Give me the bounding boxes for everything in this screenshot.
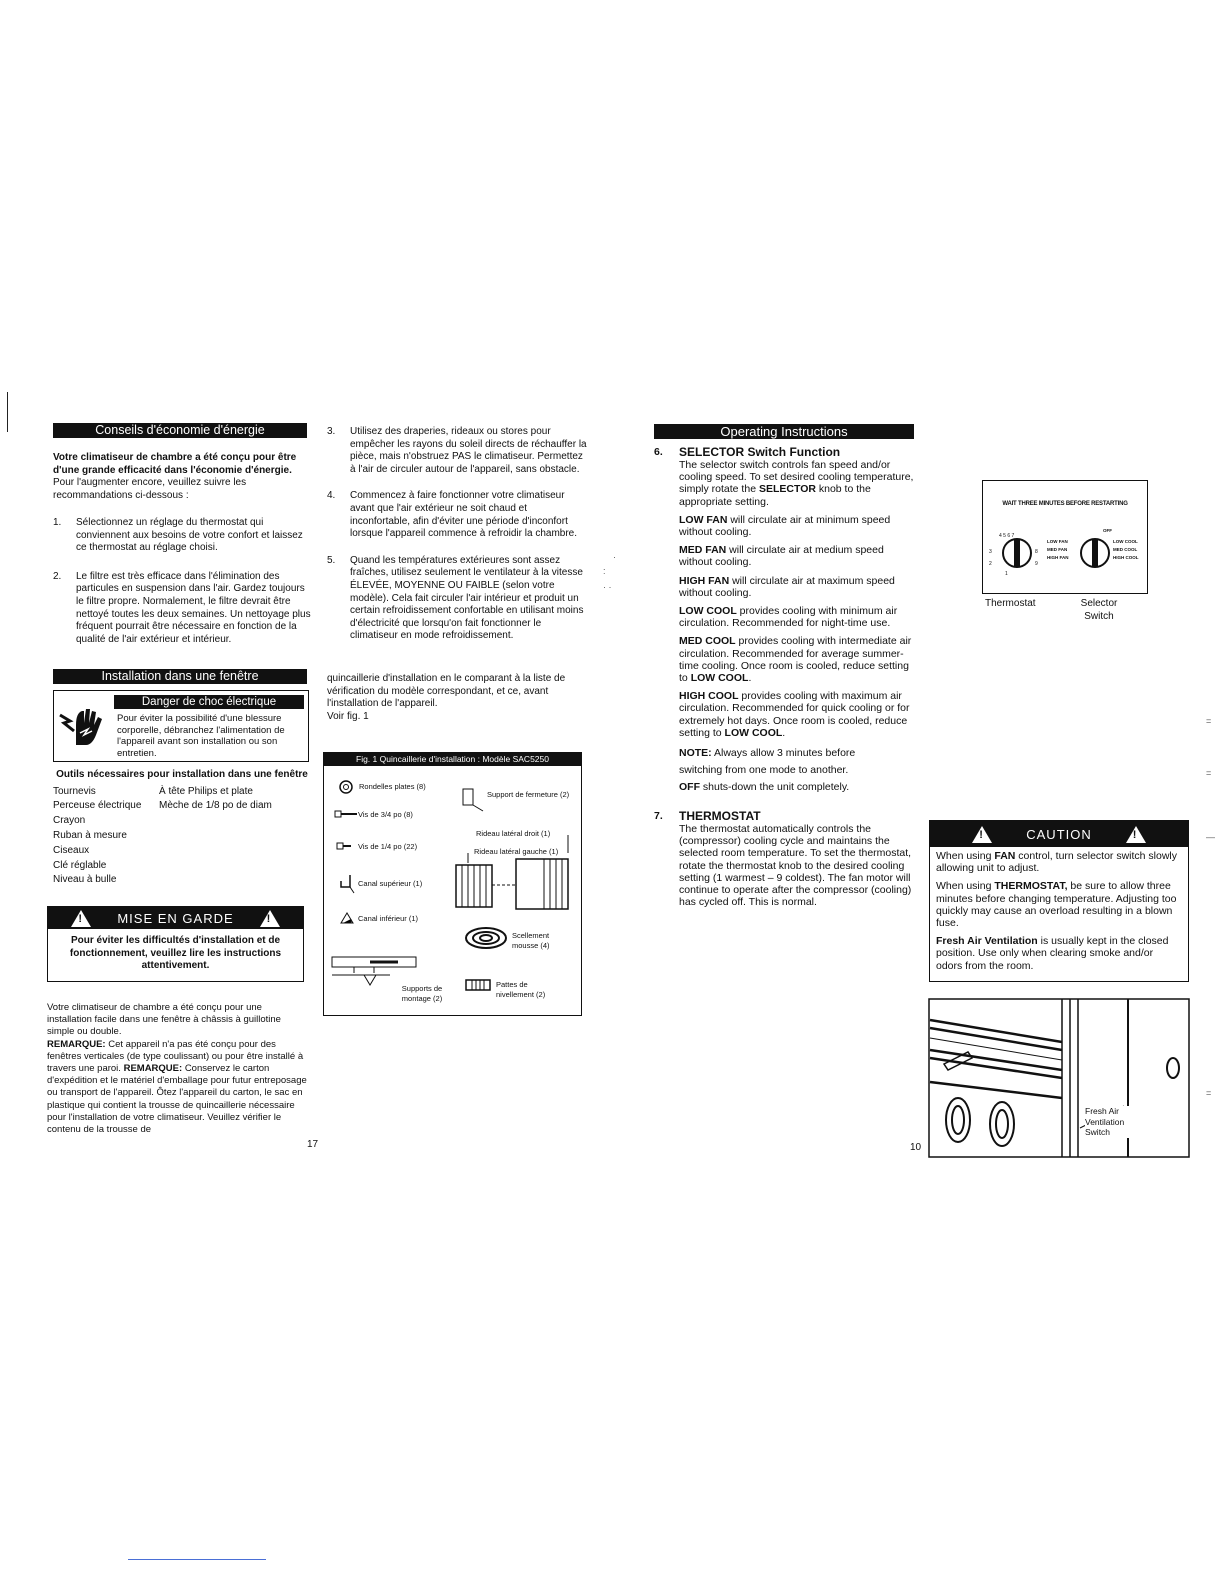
scan-mark: · ·: [603, 582, 612, 592]
tip-text: Sélectionnez un réglage du thermostat qui conviennent aux besoins de votre confort et laissez ce thermostat au réglage choisi.: [76, 517, 303, 554]
caution-text: When using: [936, 880, 992, 893]
panel-high-cool: HIGH COOL: [1113, 555, 1139, 560]
mode-desc: will circulate air at medium speed without cooling.: [679, 544, 884, 569]
energy-tips-header: Conseils d'économie d'énergie: [53, 423, 307, 438]
hw-leveling-legs: Pattes de nivellement (2): [496, 980, 546, 999]
warning-header: [48, 907, 303, 929]
mode-label: MED FAN: [679, 544, 727, 557]
section-number: 7.: [654, 810, 663, 822]
screw-14-icon: [336, 841, 352, 853]
warning-triangle-icon: !: [71, 910, 91, 927]
tool-item: Niveau à bulle: [53, 874, 117, 886]
installation-body: [47, 1002, 309, 1136]
caution-keyword: FAN: [994, 850, 1016, 862]
scan-mark: =: [1206, 768, 1212, 778]
thermostat-text: The thermostat automatically controls the (compressor) cooling cycle and maintains the selected room temperature. To set the thermostat, rotate the thermostat knob to the desired cooling setting (1 warmest – 9 coldest). The fan motor will continue to operate after the compressor (cooling) has cycled off. This is normal.: [679, 823, 912, 909]
foam-seal-icon: [464, 925, 508, 951]
caution-keyword: Fresh Air Ventilation: [936, 935, 1038, 948]
remarque-label: REMARQUE:: [123, 1063, 183, 1075]
tip-number: 5.: [327, 554, 336, 566]
operating-instructions-header: Operating Instructions: [654, 424, 914, 439]
warning-triangle-icon: !: [260, 910, 280, 927]
hw-screws-14: Vis de 1/4 po (22): [358, 842, 418, 851]
hw-foam-seal: Scellement mousse (4): [512, 931, 550, 950]
closure-support-icon: [459, 785, 487, 815]
tool-item: Perceuse électrique: [53, 800, 142, 812]
section-number: 6.: [654, 446, 663, 458]
energy-intro-rest: Pour l'augmenter encore, veuillez suivre les recommandations ci-dessous :: [53, 477, 247, 501]
panel-off: OFF: [1103, 528, 1112, 533]
mode-keyword: LOW COOL: [724, 726, 783, 739]
energy-tip-3: [327, 426, 587, 476]
energy-tips-continued: [327, 426, 587, 655]
scan-mark: =: [1206, 716, 1212, 726]
mode-label: OFF: [679, 781, 700, 794]
energy-intro-bold: Votre climatiseur de chambre a été conçu pour être d'une grande efficacité dans l'économie d'énergie.: [53, 452, 297, 476]
side-curtains-icon: [454, 833, 574, 923]
caution-text: When using: [936, 850, 992, 862]
thermostat-label: Thermostat: [985, 598, 1036, 609]
selector-heading: [654, 446, 916, 459]
tip-text: Utilisez des draperies, rideaux ou stores pour empêcher les rayons du soleil directs de réchauffer la pièce, mais n'obstruez PAS le climatiseur. Permettez à l'air de circuler autour de l'appareil, sans obstacle.: [350, 426, 587, 475]
svg-text:4 5 6 7: 4 5 6 7: [999, 533, 1015, 539]
see-figure: Voir fig. 1: [327, 710, 369, 722]
hw-top-channel: Canal supérieur (1): [358, 879, 423, 888]
fresh-air-illustration: [928, 998, 1190, 1158]
tip-text: Commencez à faire fonctionner votre climatiseur avant que l'air extérieur ne soit chaud et inconfortable, afin d'éviter une période d'inconfort lorsque l'appareil commence à refroidir la chambre.: [350, 490, 578, 540]
caution-keyword: THERMOSTAT,: [994, 880, 1068, 893]
left-margin-rule: [7, 392, 8, 432]
svg-text:9: 9: [1035, 561, 1038, 567]
hw-screws-34: Vis de 3/4 po (8): [358, 810, 413, 819]
remarque-label: REMARQUE:: [47, 1038, 106, 1050]
tool-item: Ruban à mesure: [53, 829, 127, 841]
mode-label: LOW COOL: [679, 605, 737, 618]
energy-tip-5: [327, 555, 587, 643]
selector-intro: The selector switch controls fan speed and/or cooling speed. To set desired cooling temperature, simply rotate the: [679, 459, 914, 496]
fresh-air-label: Fresh Air Ventilation Switch: [1085, 1106, 1129, 1138]
top-channel-icon: [338, 873, 356, 895]
caution-text: control, turn selector switch slowly allowing unit to adjust.: [936, 850, 1178, 875]
warning-text: Pour éviter les difficultés d'installation et de fonctionnement, veuillez lire les instructions attentivement.: [69, 935, 282, 972]
panel-med-fan: MED FAN: [1047, 547, 1068, 552]
selector-title: SELECTOR Switch Function: [679, 445, 841, 459]
tip-number: 2.: [53, 570, 62, 582]
hardware-figure: [323, 752, 582, 1016]
energy-tip-2: [53, 571, 311, 647]
hw-right-curtain: Rideau latéral droit (1): [476, 829, 551, 838]
energy-tip-4: [327, 490, 587, 540]
scan-mark: ·: [613, 552, 616, 562]
window-installation-header: Installation dans une fenêtre: [53, 669, 307, 684]
mode-label: HIGH FAN: [679, 574, 730, 587]
mode-label: MED COOL: [679, 635, 736, 648]
tip-text: Quand les températures extérieures sont assez fraîches, utilisez seulement le ventilateur à la vitesse ÉLEVÉE, MOYENNE OU FAIBLE (selon votre modèle). Cela fait circuler l'air intérieur et produit un certain refroidissement confortable en utilisant moins d'électricité que lorsqu'on fait fonctionner le climatiseur en mode refroidissement.: [350, 554, 584, 642]
mode-label: HIGH COOL: [679, 690, 739, 703]
mode-desc: provides cooling with intermediate air circulation. Recommended for average summer-time cooling. Once room is cooled, reduce setting to: [679, 635, 912, 685]
danger-title: Danger de choc électrique: [114, 695, 304, 709]
caution-text: be sure to allow three minutes before changing temperature. Adjusting too quickly may cause an overload resulting in a blown fuse.: [936, 880, 1177, 930]
tools-columns: [53, 785, 311, 889]
hardware-check-text: [327, 673, 577, 723]
panel-med-cool: MED COOL: [1113, 547, 1138, 552]
mode-label: LOW FAN: [679, 513, 728, 526]
caution-title: CAUTION: [1026, 826, 1092, 842]
note-text: Always allow 3 minutes before: [714, 747, 856, 760]
thermostat-knob: [989, 533, 1038, 577]
warning-title: MISE EN GARDE: [117, 910, 234, 926]
selector-label: Selector Switch: [1080, 598, 1118, 622]
scan-mark: :: [603, 566, 606, 576]
hw-bottom-channel: Canal inférieur (1): [358, 914, 419, 923]
hw-closure-support: Support de fermeture (2): [487, 790, 570, 799]
bottom-rule: [128, 1559, 266, 1560]
tip-number: 3.: [327, 426, 336, 437]
note-text-cont: switching from one mode to another.: [679, 764, 849, 777]
panel-low-fan: LOW FAN: [1047, 539, 1068, 544]
tool-item: Crayon: [53, 815, 86, 827]
svg-text:8: 8: [1035, 549, 1038, 555]
selector-intro-end: knob to the appropriate setting.: [679, 483, 871, 508]
thermostat-heading: [654, 810, 916, 823]
svg-text:1: 1: [1005, 571, 1008, 577]
remarque-text: Conservez le carton d'expédition et le matériel d'emballage pour futur entreposage ou transport de l'appareil. Ôtez l'appareil du carton, le sac en plastique qui contient la trousse de quincaillerie nécessaire pour l'installation de votre climatiseur. Veuillez vérifier le contenu de la trousse de: [47, 1063, 307, 1136]
caution-box: [929, 820, 1189, 982]
caution-text: is usually kept in the closed position. Use only when clearing smoke and/or odors from the room.: [936, 935, 1169, 972]
install-intro: Votre climatiseur de chambre a été conçu pour une installation facile dans une fenêtre à châssis à guillotine simple ou double.: [47, 1002, 281, 1038]
tool-item: Tournevis: [53, 785, 96, 797]
hw-mounting-brackets: Supports de montage (2): [401, 984, 443, 1003]
caution-header: [930, 821, 1188, 847]
mode-desc: provides cooling with minimum air circulation. Recommended for night-time use.: [679, 605, 898, 630]
selector-keyword: SELECTOR: [758, 483, 816, 496]
mode-desc: provides cooling with maximum air circulation. Recommended for quick cooling or for extremely hot days. Once room is cooled, reduce setting to: [679, 690, 910, 739]
selector-knob: [1081, 539, 1109, 567]
remarque-text: Cet appareil n'a pas été conçu pour des fenêtres verticales (de type coulissant) ou pour être installé à travers une paroi.: [47, 1038, 304, 1075]
selector-section: [654, 446, 916, 796]
svg-text:2: 2: [989, 561, 992, 567]
caution-body: [930, 847, 1188, 972]
shock-danger-box: [53, 690, 309, 762]
electric-shock-hand-icon: [58, 701, 108, 751]
hw-left-curtain: Rideau latéral gauche (1): [474, 847, 559, 856]
tip-text: Le filtre est très efficace dans l'élimination des particules en suspension dans l'air. Gardez toujours le filtre propre. Normalement, le filtre devrait être nettoyé toutes les deux semaines. Un nettoyage plus fréquent pourrait être nécessaire en fonction de la qualité de l'air extérieur et intérieur.: [76, 570, 311, 645]
tool-detail: Mèche de 1/8 po de diam: [159, 800, 272, 812]
leveling-legs-icon: [464, 977, 494, 993]
selector-body: The selector switch controls fan speed and/or cooling speed. To set desired cooling temperature, simply rotate the SELECTOR knob to the appropriate setting. LOW FAN will circulate air at minimum speed without cooling. MED FAN will circulate air at medium speed without cooling. HIGH FAN will circulate air at maximum speed without cooling. LOW COOL provides cooling with minimum air circulation. Recommended for night-time use. MED COOL provides cooling with intermediate air circulation. Recommended for average summer-time cooling. Once room is cooled, reduce setting to LOW COOL. HIGH COOL provides cooling with maximum air circulation. Recommended for quick cooling or for extremely hot days. Once room is cooled, reduce setting to LOW COOL. NOTE: Always allow 3 minutes before switching from one mode to another. OFF shuts-down the unit completely.: [679, 459, 914, 794]
tip-number: 4.: [327, 490, 336, 502]
tools-title: Outils nécessaires pour installation dans une fenêtre: [56, 769, 308, 780]
screw-34-icon: [334, 809, 358, 819]
tool-detail: À tête Philips et plate: [159, 785, 253, 797]
scan-mark: —: [1206, 832, 1215, 842]
page-number: 17: [307, 1139, 319, 1150]
tool-item: Clé réglable: [53, 859, 107, 871]
mode-desc: will circulate air at maximum speed without cooling.: [679, 574, 895, 599]
mode-desc: will circulate air at minimum speed without cooling.: [679, 513, 891, 539]
note-label: NOTE:: [679, 747, 712, 760]
svg-text:3: 3: [989, 549, 992, 555]
warning-triangle-icon: !: [1126, 826, 1146, 843]
figure-title: Fig. 1 Quincaillerie d'installation : Modèle SAC5250: [324, 753, 581, 766]
tools-left-list: [53, 785, 159, 889]
flat-washer-icon: [338, 779, 354, 795]
mode-keyword: LOW COOL: [690, 672, 749, 685]
mode-desc: shuts-down the unit completely.: [702, 781, 850, 794]
installation-warning-box: [47, 906, 304, 982]
panel-low-cool: LOW COOL: [1113, 539, 1138, 544]
tools-section: [53, 769, 311, 888]
thermostat-title: THERMOSTAT: [679, 809, 761, 823]
hw-washers: Rondelles plates (8): [359, 782, 426, 791]
control-knobs: [987, 523, 1143, 583]
danger-text: Pour éviter la possibilité d'une blessure corporelle, débranchez l'alimentation de l'appareil avant son installation ou son entretien.: [117, 713, 285, 759]
thermostat-section: [654, 810, 916, 908]
continue-text: quincaillerie d'installation en le comparant à la liste de vérification du modèle correspondant, et ce, avant l'installation de l'appareil.: [327, 673, 566, 710]
tools-right-list: [159, 785, 309, 889]
control-panel-figure: [982, 480, 1148, 594]
energy-tip-1: [53, 517, 311, 555]
scan-mark: =: [1206, 1088, 1212, 1098]
tool-item: Ciseaux: [53, 844, 90, 856]
panel-high-fan: HIGH FAN: [1047, 555, 1069, 560]
bottom-channel-icon: [338, 909, 356, 927]
tip-number: 1.: [53, 517, 62, 528]
energy-tips-list: [53, 517, 311, 658]
energy-intro: [53, 452, 311, 502]
page-number: 10: [910, 1142, 922, 1153]
panel-banner: WAIT THREE MINUTES BEFORE RESTARTING: [1002, 501, 1128, 507]
warning-triangle-icon: !: [972, 826, 992, 843]
